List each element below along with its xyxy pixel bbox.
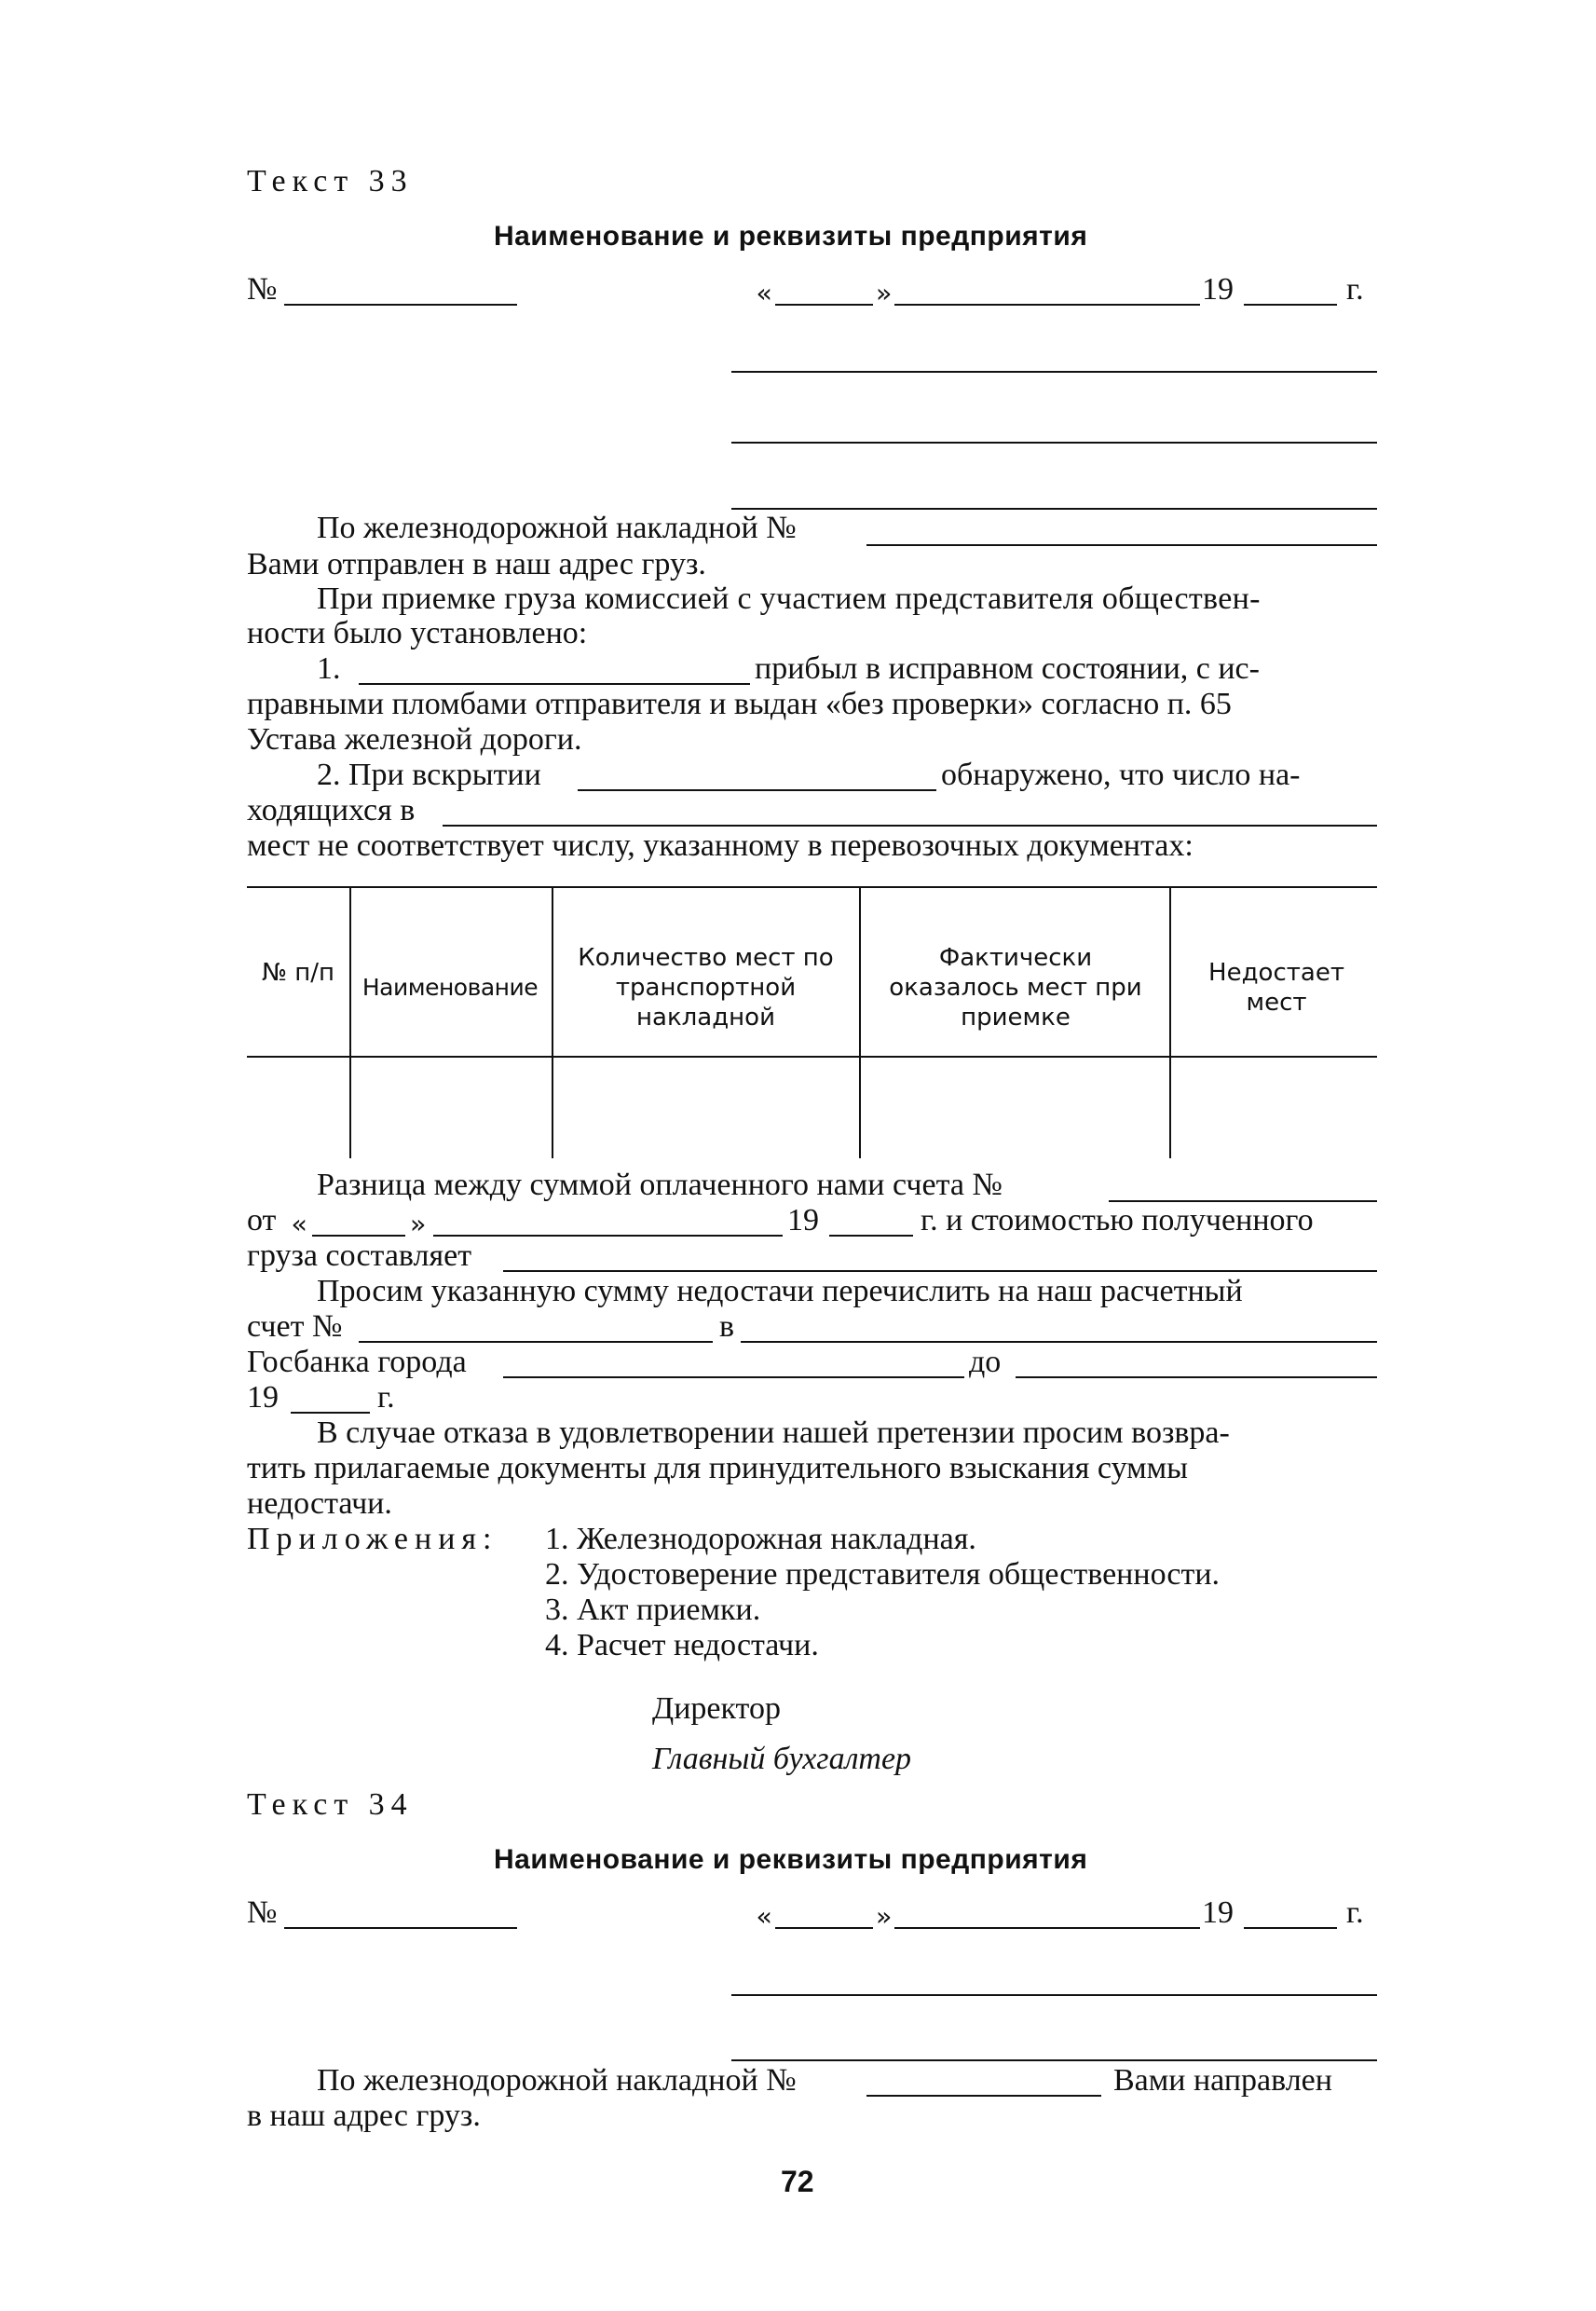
waybill-text: По железнодорожной накладной № [317, 511, 797, 545]
quote-close: » [410, 1209, 426, 1239]
item-2-text-a: 2. При вскрытии [317, 758, 541, 792]
cargo-directed-text-end: в наш адрес груз. [247, 2099, 481, 2133]
signature-chief-accountant: Главный бухгалтер [652, 1742, 912, 1776]
request-text-a: Просим указанную сумму недостачи перечислить на наш расчетный [317, 1274, 1243, 1308]
field-line-recipient-2 [731, 442, 1377, 444]
field-line-month [894, 1927, 1200, 1929]
year-suffix: г. [1346, 1895, 1364, 1930]
number-sign: № [247, 1895, 278, 1930]
field-line-invoice-month [433, 1235, 783, 1237]
field-line-doc-number [284, 304, 517, 306]
field-line-bank-branch [741, 1341, 1377, 1343]
difference-from: от [247, 1203, 277, 1238]
request-in: в [719, 1309, 735, 1344]
field-line-day [775, 1927, 873, 1929]
field-line-item-1 [359, 683, 750, 685]
quote-open: « [292, 1209, 307, 1239]
difference-year: 19 [787, 1203, 819, 1238]
appendix-item: 1. Железнодорожная накладная. [545, 1522, 976, 1556]
field-line-item-2-opening [578, 789, 936, 791]
field-line-waybill-number [866, 2095, 1101, 2097]
difference-text-c: груза составляет [247, 1238, 472, 1273]
difference-text-a: Разница между суммой оплаченного нами счета № [317, 1168, 1003, 1202]
year-suffix: г. [1346, 272, 1364, 307]
field-line-recipient-3 [731, 508, 1377, 510]
table-column-divider [349, 886, 351, 1158]
item-2-text-c: ходящихся в [247, 793, 416, 827]
field-line-until-date [1016, 1376, 1377, 1378]
waybill-text: По железнодорожной накладной № [317, 2063, 797, 2098]
difference-text-b: г. и стоимостью полученного [921, 1203, 1314, 1238]
appendix-item: 2. Удостоверение представителя общественности. [545, 1557, 1221, 1592]
field-line-doc-number [284, 1927, 517, 1929]
cargo-sent-text: Вами отправлен в наш адрес груз. [247, 547, 706, 581]
signature-director: Директор [652, 1691, 781, 1726]
refusal-text-a: В случае отказа в удовлетворении нашей претензии просим возвра- [317, 1415, 1230, 1450]
appendix-item: 3. Акт приемки. [545, 1593, 761, 1627]
table-header-name: Наименование [361, 974, 539, 1001]
field-line-invoice-day [312, 1235, 405, 1237]
acceptance-intro-end: ности было установлено: [247, 616, 588, 650]
table-header-border [247, 1056, 1377, 1058]
field-line-recipient-1 [731, 371, 1377, 373]
acceptance-intro: При приемке груза комиссией с участием представителя обществен- [317, 581, 1261, 616]
request-until: до [969, 1345, 1002, 1379]
year-prefix: 19 [1202, 1895, 1234, 1930]
table-top-border [247, 886, 1377, 888]
table-header-shortage: Недостает мест [1208, 959, 1344, 1017]
appendix-label: Приложения: [247, 1522, 498, 1556]
field-line-year [1244, 304, 1337, 306]
table-header-qty-actual: Фактически оказалось мест при приемке [889, 944, 1142, 1032]
item-1-text-a: прибыл в исправном состоянии, с ис- [755, 651, 1260, 686]
section-label-text-34: Текст 34 [247, 1787, 414, 1822]
field-line-item-2-container [443, 825, 1377, 827]
refusal-text-c: недостачи. [247, 1486, 392, 1521]
quote-close: » [876, 278, 892, 308]
table-column-divider [859, 886, 861, 1158]
table-header-number: № п/п [261, 959, 335, 987]
table-header-qty-waybill: Количество мест по транспортной накладной [578, 944, 834, 1032]
quote-close: » [876, 1901, 892, 1932]
field-line-until-year [291, 1412, 370, 1414]
quote-open: « [757, 278, 772, 308]
field-line-invoice-year [829, 1235, 913, 1237]
item-2-text-b: обнаружено, что число на- [941, 758, 1301, 792]
request-bank-city: Госбанка города [247, 1345, 467, 1379]
field-line-year [1244, 1927, 1337, 1929]
table-column-divider [1169, 886, 1171, 1158]
quote-open: « [757, 1901, 772, 1932]
heading-company-details: Наименование и реквизиты предприятия [494, 221, 1088, 252]
heading-company-details: Наименование и реквизиты предприятия [494, 1844, 1088, 1875]
page-number: 72 [781, 2165, 814, 2198]
number-sign: № [247, 272, 278, 307]
section-label-text-33: Текст 33 [247, 164, 414, 198]
year-prefix: 19 [1202, 272, 1234, 307]
field-line-day [775, 304, 873, 306]
field-line-month [894, 304, 1200, 306]
field-line-recipient-1 [731, 1994, 1377, 1996]
field-line-recipient-2 [731, 2059, 1377, 2061]
field-line-bank-city [503, 1376, 964, 1378]
item-1-text-b: правными пломбами отправителя и выдан «без проверки» согласно п. 65 [247, 687, 1232, 721]
cargo-directed-text: Вами направлен [1113, 2063, 1332, 2098]
field-line-invoice-number [1109, 1200, 1377, 1202]
field-line-account-number [359, 1341, 713, 1343]
field-line-difference-amount [503, 1270, 1377, 1272]
request-year-suffix: г. [377, 1380, 395, 1415]
request-year: 19 [247, 1380, 279, 1415]
item-2-text-d: мест не соответствует числу, указанному в перевозочных документах: [247, 828, 1194, 863]
table-column-divider [552, 886, 553, 1158]
field-line-waybill-number [866, 544, 1377, 546]
request-account: счет № [247, 1309, 343, 1344]
appendix-item: 4. Расчет недостачи. [545, 1628, 819, 1662]
item-1-text-c: Устава железной дороги. [247, 722, 582, 757]
refusal-text-b: тить прилагаемые документы для принудительного взыскания суммы [247, 1451, 1189, 1485]
item-1-number: 1. [317, 651, 341, 686]
